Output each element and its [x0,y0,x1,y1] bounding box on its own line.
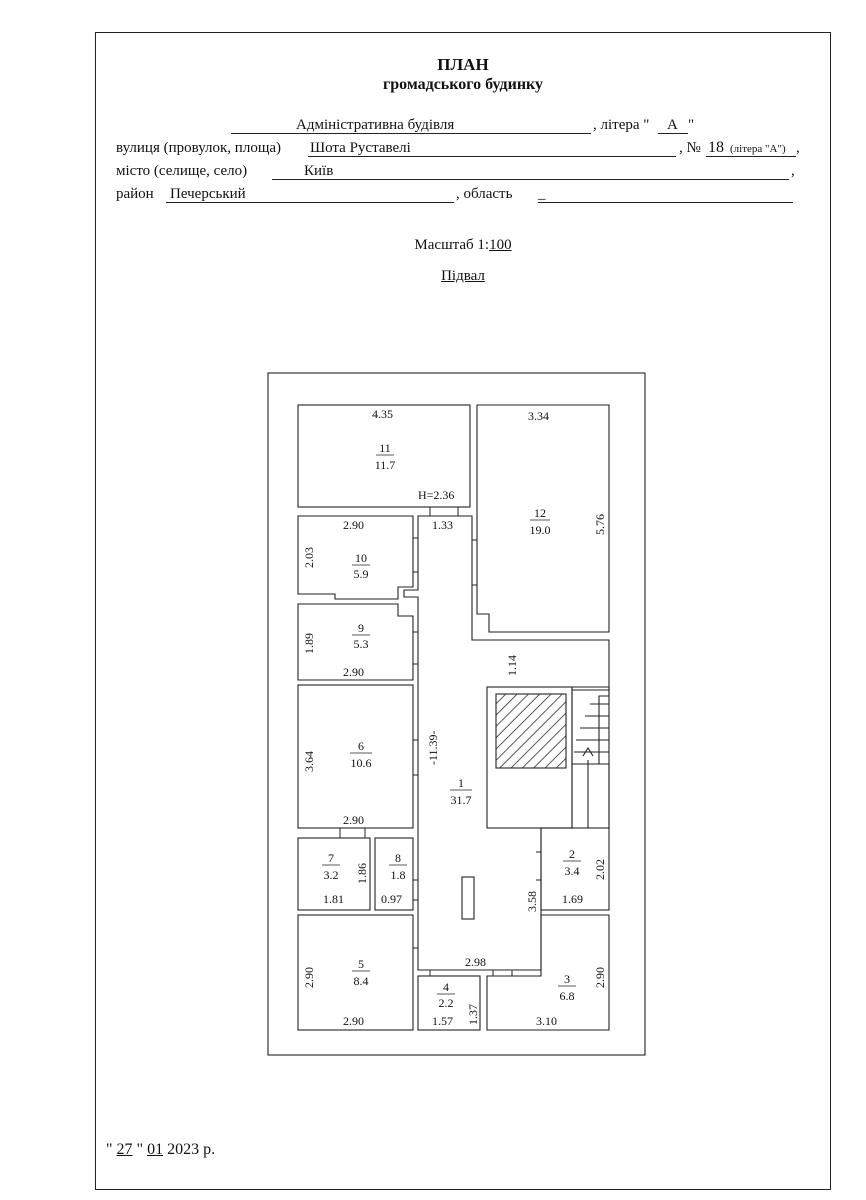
district-value: Печерський [170,186,246,202]
number-note: (літера "А") [730,143,786,155]
room-number: 12 [534,506,546,520]
dim-1-length: -11.39- [426,730,440,765]
room-area: 1.8 [390,868,406,882]
dim-7-width: 1.81 [323,892,344,906]
region-line [538,202,793,203]
dim-9-width: 2.90 [343,665,364,679]
room-number: 9 [358,621,364,635]
dim-2-height: 2.02 [593,859,607,880]
city-label: місто (селище, село) [116,163,248,179]
room-number: 11 [379,441,391,455]
district-label: район [116,186,154,202]
floor-name: Підвал [441,268,485,284]
street-value: Шота Руставелі [310,140,411,156]
region-label: , область [456,186,513,202]
dim-8-width: 0.97 [381,892,402,906]
room-number: 4 [443,980,449,994]
city-line [272,179,789,180]
room-number: 6 [358,739,364,753]
dim-5-height: 2.90 [302,967,316,988]
dim-5-width: 2.90 [343,1014,364,1028]
room-number: 2 [569,847,575,861]
room-area: 3.2 [323,868,339,882]
date-day: 27 [116,1141,133,1158]
city-value: Київ [304,163,334,179]
page-title: ПЛАН [437,55,489,74]
dim-12-height: 5.76 [593,514,607,535]
dim-door: 1.33 [432,518,453,532]
number-label: , № [679,140,701,156]
room-area: 19.0 [529,523,551,537]
dim-9-height: 1.89 [302,633,316,654]
plan-sheet [95,32,831,1190]
room-number: 1 [458,776,464,790]
dim-11-width: 4.35 [372,407,393,421]
dim-1-bottom: 2.98 [465,955,486,969]
room-area: 11.7 [374,458,396,472]
scale-value: 100 [489,237,512,253]
dim-4-width: 1.57 [432,1014,453,1028]
dim-3-width: 3.10 [536,1014,557,1028]
litera-value: А [667,117,678,133]
room-number: 3 [564,972,570,986]
date-month: 01 [147,1141,164,1158]
dim-6-height: 3.64 [302,751,316,772]
page-subtitle: громадського будинку [382,76,544,93]
date-quote-close: " [136,1141,144,1158]
room-area: 5.3 [353,637,369,651]
dim-2-width: 1.69 [562,892,583,906]
street-label: вулиця (провулок, площа) [116,140,282,156]
date-year: 2023 р. [167,1141,216,1158]
scale-label: Масштаб 1: [414,237,490,253]
room-area: 2.2 [438,996,454,1010]
number-value: 18 [708,139,724,156]
room-area: 6.8 [559,989,575,1003]
room-number: 8 [395,851,401,865]
room-area: 5.9 [353,567,369,581]
litera-close: " [688,117,695,133]
dim-height: H=2.36 [418,488,455,502]
dim-3-height: 2.90 [593,967,607,988]
date [106,1141,215,1159]
dim-10-height: 2.03 [302,547,316,568]
room-area: 8.4 [353,974,369,988]
city-tail: , [791,163,795,179]
dim-10-width: 2.90 [343,518,364,532]
room-area: 3.4 [564,864,580,878]
dim-7-height: 1.86 [355,863,369,884]
region-value: _ [538,186,546,202]
date-quote-open: " [106,1141,113,1158]
scale [96,237,830,254]
dim-1-side: 1.14 [505,655,519,676]
room-number: 5 [358,957,364,971]
building-name-value: Адміністративна будівля [296,117,455,133]
room-area: 10.6 [350,756,372,770]
dim-12-width: 3.34 [528,409,549,423]
dim-6-width: 2.90 [343,813,364,827]
room-number: 10 [355,551,367,565]
litera-label: , літера " [593,117,650,133]
number-tail: , [796,140,800,156]
room-area: 31.7 [450,793,472,807]
room-number: 7 [328,851,334,865]
dim-4-height: 1.37 [466,1004,480,1025]
dim-1-low: 3.58 [525,891,539,912]
